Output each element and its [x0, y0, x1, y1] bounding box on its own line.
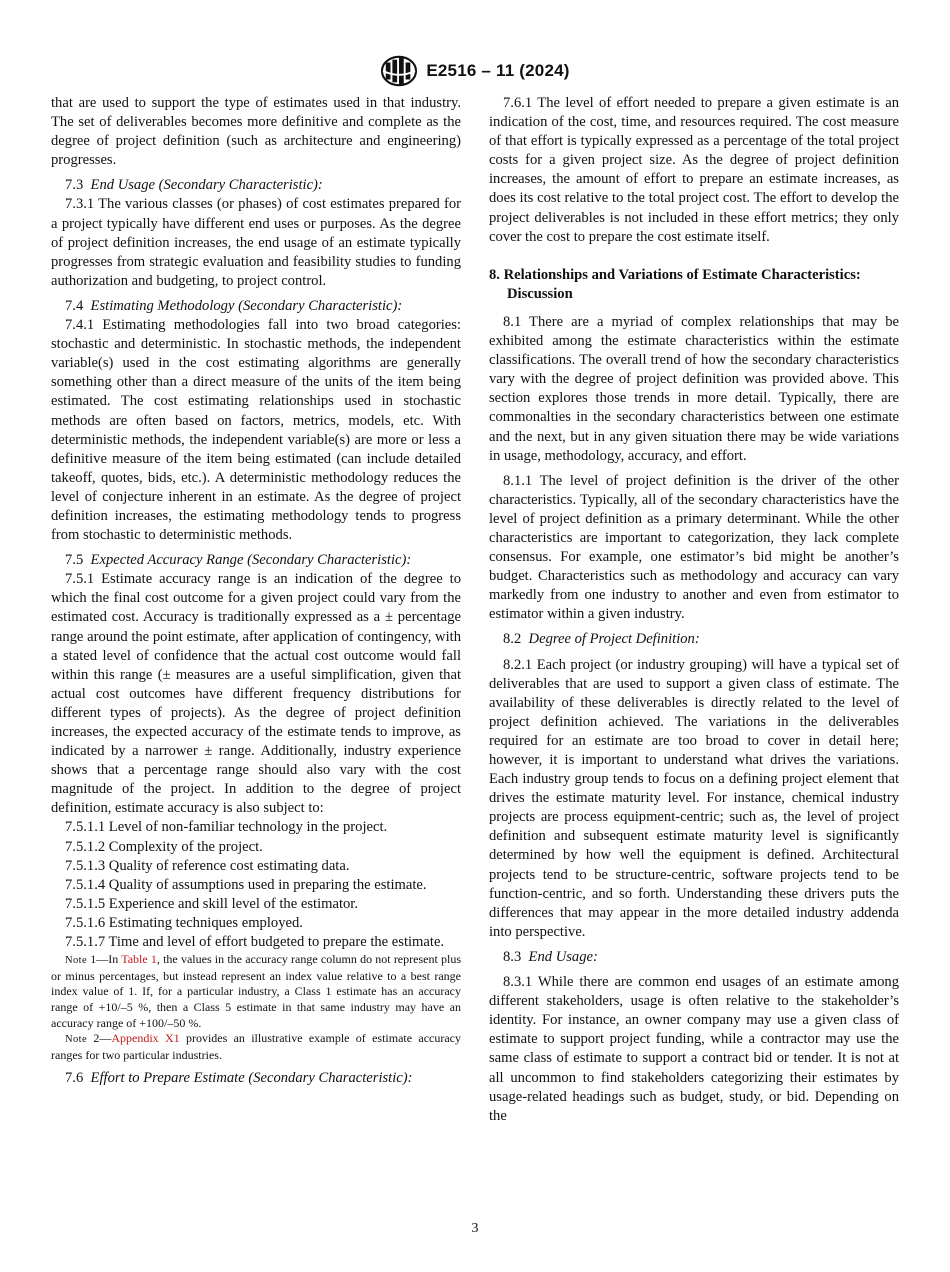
paragraph-continued: that are used to support the type of estimates used in that industry. The set of deliverables becomes more definitive and complete as the degree of project definition (such as architecture and engineering) progresses. — [51, 95, 461, 169]
list-item-7-5-1-1: 7.5.1.1 Level of non-familiar technology in the project. — [65, 819, 388, 836]
list-item-7-5-1-3: 7.5.1.3 Quality of reference cost estimating data. — [65, 857, 350, 874]
page-header — [0, 54, 950, 88]
paragraph-8-2-1: 8.2.1 Each project (or industry grouping) will have a typical set of deliverables that are used to support a given class of estimate. The availability of these deliverables is directly related to the level of project definition achieved. The variations in the deliverables required for an estimate are too broad to cover in detail here; however, it is important to understand what drives the variations. Each industry group tends to focus on a defining project element that drives the estimate maturity level. For instance, chemical industry projects are process equipment-centric; such as, the level of project definition and subsequent estimate maturity level is significantly determined by how well the equipment is defined. Architectural projects tend to be structure-centric, software projects tend to be function-centric, and so forth. Understanding these drivers puts the differences that may appear in the more detailed industry addenda into perspective. — [489, 656, 899, 940]
section-7-5-heading — [51, 551, 461, 570]
page-number: 3 — [471, 1221, 479, 1236]
section-title: End Usage (Secondary Characteristic): — [90, 177, 323, 194]
astm-logo — [380, 54, 418, 88]
left-column — [51, 94, 461, 1088]
section-title: Estimating Methodology (Secondary Characteristic): — [90, 297, 403, 314]
paragraph-8-3-1: 8.3.1 While there are common end usages of an estimate among different stakeholders, usage is often relative to the stakeholder’s identity. For instance, an owner company may use a given class of estimate to support project funding, while a contractor may use the same class of estimate to support a contract bid or tender. It is not at all uncommon to find stakeholders categorizing their estimates by usage-related headings such as budget, study, or bid. Depending on the — [489, 974, 899, 1124]
section-8-heading: 8. Relationships and Variations of Estimate Characteristics: Discussion — [489, 266, 861, 302]
note-text: 1—In — [87, 952, 122, 967]
paragraph-7-5-1: 7.5.1 Estimate accuracy range is an indication of the degree to which the final cost outcome for a given project could vary from the estimated cost. Accuracy is traditionally expressed as a ± percentage range around the point estimate, after application of contingency, with a stated level of confidence that the actual cost outcome would fall within this range (± measures are a useful simplification, given that actual cost outcomes have different frequency distributions for different types of projects). As the degree of project definition increases, the expected accuracy of the estimate tends to improve, as indicated by a narrower ± range. Additionally, industry experience shows that a percentage range should also vary with the cost magnitude of the project. In addition to the degree of project definition, estimate accuracy is also subject to: — [51, 571, 461, 817]
note-1 — [51, 952, 461, 1031]
section-8-2-heading — [489, 630, 899, 649]
paragraph-7-3-1: 7.3.1 The various classes (or phases) of cost estimates prepared for a project typically have different end uses or purposes. As the degree of project definition increases, the end usage of an estimate typically progresses from strategic evaluation and feasibility studies to funding authorization and budgeting, to project control. — [51, 196, 461, 289]
note-text: , the values in the accuracy range column do not represent plus or minus percentages, but instead represent an index value relative to a best range index value of 1. If, for a particular industry, a Class 1 estimate has an accuracy range of +10/–5 %, then a Class 5 estimate in that same industry may have an accuracy range of +100/–50 %. — [51, 952, 461, 1030]
right-column — [489, 94, 899, 1126]
list-item-7-5-1-2: 7.5.1.2 Complexity of the project. — [65, 838, 263, 855]
section-title: Expected Accuracy Range (Secondary Characteristic): — [90, 552, 412, 569]
note-label: Note — [65, 1034, 88, 1046]
section-title: End Usage: — [528, 948, 598, 965]
list-item-7-5-1-4: 7.5.1.4 Quality of assumptions used in preparing the estimate. — [65, 876, 427, 893]
section-7-6-heading — [51, 1069, 461, 1088]
section-number: 7.6 — [65, 1070, 84, 1087]
note-text: provides an illustrative example of estimate accuracy ranges for two particular industries. — [51, 1031, 462, 1062]
section-number: 8.3 — [503, 948, 522, 965]
paragraph-7-6-1: 7.6.1 The level of effort needed to prepare a given estimate is an indication of the cost, time, and resources required. The cost measure of that effort is typically expressed as a percentage of the total project costs for a given project size. As the degree of project definition increases, the amount of effort to prepare an estimate increases, as does its cost relative to the total project cost. The effort to develop the project deliverables is not included in these effort metrics; they only cover the cost to prepare the cost estimate itself. — [489, 95, 899, 245]
document-id: E2516 – 11 (2024) — [426, 61, 570, 80]
list-item-7-5-1-7: 7.5.1.7 Time and level of effort budgeted to prepare the estimate. — [65, 934, 445, 951]
section-7-4-heading — [51, 297, 461, 316]
list-item-7-5-1-5: 7.5.1.5 Experience and skill level of the estimator. — [65, 895, 359, 912]
note-2 — [51, 1031, 461, 1063]
section-number: 8.2 — [503, 631, 522, 648]
section-title: Effort to Prepare Estimate (Secondary Characteristic): — [90, 1070, 413, 1087]
section-number: 7.3 — [65, 177, 84, 194]
section-7-3-heading — [51, 176, 461, 195]
section-number: 7.5 — [65, 552, 84, 569]
note-text: 2— — [87, 1031, 112, 1046]
appendix-x1-link[interactable]: Appendix X1 — [111, 1031, 180, 1046]
section-title: Degree of Project Definition: — [528, 631, 700, 648]
list-item-7-5-1-6: 7.5.1.6 Estimating techniques employed. — [65, 914, 303, 931]
section-number: 7.4 — [65, 297, 84, 314]
paragraph-8-1-1: 8.1.1 The level of project definition is the driver of the other characteristics. Typically, all of the secondary characteristics have the level of project definition as a primary determinant. While the other characteristics are important to categorization, they lack complete consensus. For example, one estimator’s bid might be another’s budget. Characteristics such as methodology and accuracy can vary markedly from one industry to another and even from estimator to estimator within a given industry. — [489, 472, 899, 623]
paragraph-7-4-1: 7.4.1 Estimating methodologies fall into two broad categories: stochastic and deterministic. In stochastic methods, the independent variable(s) used in the cost estimating algorithms are generally something other than a direct measure of the units of the item being estimated. The cost estimating relationships used in stochastic methods are often based on factors, metrics, models, etc. With deterministic methods, the independent variable(s) are more or less a definitive measure of the item being estimated (can include detailed takeoff, quotes, bids, etc.). A deterministic methodology reduces the level of conjecture inherent in an estimate. As the degree of project definition increases, the estimating methodology tends to progress from stochastic to deterministic methods. — [51, 317, 461, 544]
section-8-3-heading — [489, 948, 899, 967]
paragraph-8-1: 8.1 There are a myriad of complex relationships that may be exhibited among the estimate characteristics within the estimate classifications. The overall trend of how the secondary characteristics vary with the degree of project definition was provided above. This section explores those trends in more detail. Typically, there are commonalties in the secondary characteristics between one estimate and the next, but in any given situation there may be wide variations in usage, methodology, accuracy, and effort. — [489, 313, 899, 464]
table-1-link[interactable]: Table 1 — [121, 952, 157, 967]
note-label: Note — [65, 955, 88, 967]
